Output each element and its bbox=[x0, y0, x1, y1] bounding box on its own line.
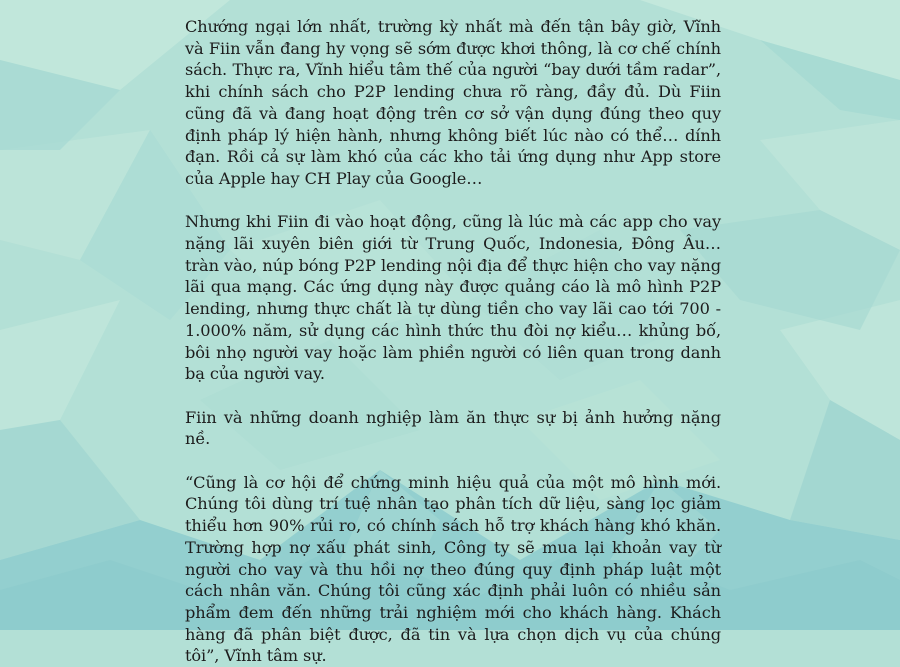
paragraph-impact: Fiin và những doanh nghiệp làm ăn thực sự bị ảnh hưởng nặng nề. bbox=[185, 407, 721, 449]
paragraph-policy-obstacles: Chướng ngại lớn nhất, trường kỳ nhất mà đến tận bây giờ, Vĩnh và Fiin vẫn đang hy vọng sẽ sớm được khơi thông, là cơ chế chính sách. Thực ra, Vĩnh hiểu tâm thế của người “bay dưới tầm radar”, khi chính sách cho P2P lending chưa rõ ràng, đầy đủ. Dù Fiin cũng đã và đang hoạt động trên cơ sở vận dụng đúng theo quy định pháp lý hiện hành, nhưng không biết lúc nào có thể… dính đạn. Rồi cả sự làm khó của các kho tải ứng dụng như App store của Apple hay CH Play của Google… bbox=[185, 17, 721, 188]
article-body bbox=[185, 16, 721, 667]
paragraph-cross-border-lending-apps: Nhưng khi Fiin đi vào hoạt động, cũng là lúc mà các app cho vay nặng lãi xuyên biên giới từ Trung Quốc, Indonesia, Đông Âu… tràn vào, núp bóng P2P lending nội địa để thực hiện cho vay nặng lãi qua mạng. Các ứng dụng này được quảng cáo là mô hình P2P lending, nhưng thực chất là tự dùng tiền cho vay lãi cao tới 700 - 1.000% năm, sử dụng các hình thức thu đòi nợ kiểu… khủng bố, bôi nhọ người vay hoặc làm phiền người có liên quan trong danh bạ của người vay. bbox=[185, 212, 721, 384]
paragraph-quote: “Cũng là cơ hội để chứng minh hiệu quả của một mô hình mới. Chúng tôi dùng trí tuệ nhân tạo phân tích dữ liệu, sàng lọc giảm thiểu hơn 90% rủi ro, có chính sách hỗ trợ khách hàng khó khăn. Trường hợp nợ xấu phát sinh, Công ty sẽ mua lại khoản vay từ người cho vay và thu hồi nợ theo đúng quy định pháp luật một cách nhân văn. Chúng tôi cũng xác định phải luôn có nhiều sản phẩm đem đến những trải nghiệm mới cho khách hàng. Khách hàng đã phân biệt được, đã tin và lựa chọn dịch vụ của chúng tôi”, Vĩnh tâm sự. bbox=[185, 472, 721, 666]
